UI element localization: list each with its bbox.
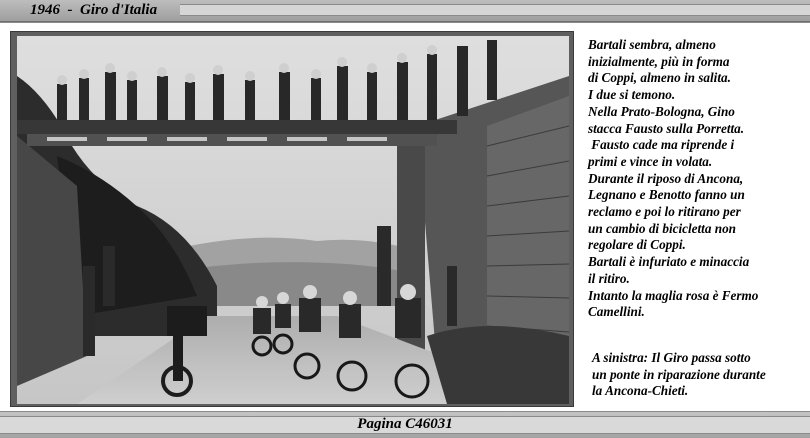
photo-caption [592, 350, 807, 400]
caption-line: la Ancona-Chieti. [592, 383, 689, 399]
text-line: primi e vince in volata. [588, 153, 713, 169]
text-line: reclamo e poi lo ritirano per [588, 204, 741, 220]
text-line: Bartali è infuriato e minaccia [588, 254, 750, 270]
main-text-block [588, 37, 808, 321]
text-line: di Coppi, almeno in salita. [588, 70, 731, 86]
text-line: inizialmente, più in forma [588, 53, 730, 69]
text-line: Fausto cade ma riprende i [588, 137, 735, 153]
text-line: Intanto la maglia rosa è Fermo [588, 287, 759, 303]
page-title: 1946 - Giro d'Italia [30, 2, 158, 18]
photo-frame [10, 31, 574, 407]
text-line: Camellini. [588, 304, 645, 320]
caption-line: A sinistra: Il Giro passa sotto [592, 350, 751, 365]
footer-bar [0, 412, 810, 438]
text-line: regolare di Coppi. [588, 237, 686, 253]
text-line: Nella Prato-Bologna, Gino [588, 103, 735, 119]
historic-photo [17, 36, 569, 404]
header-rule [180, 4, 810, 16]
page-number: Pagina C46031 [357, 416, 453, 432]
caption-line: un ponte in riparazione durante [592, 366, 766, 382]
text-line: un cambio di bicicletta non [588, 220, 736, 236]
text-line: il ritiro. [588, 270, 630, 286]
text-line: Durante il riposo di Ancona, [588, 170, 744, 186]
text-line: Legnano e Benotto fanno un [588, 187, 745, 203]
text-line: I due si temono. [588, 87, 676, 103]
content-panel [0, 22, 810, 412]
text-line: stacca Fausto sulla Porretta. [588, 120, 745, 136]
text-line: Bartali sembra, almeno [588, 37, 716, 52]
header-bar [0, 0, 810, 22]
